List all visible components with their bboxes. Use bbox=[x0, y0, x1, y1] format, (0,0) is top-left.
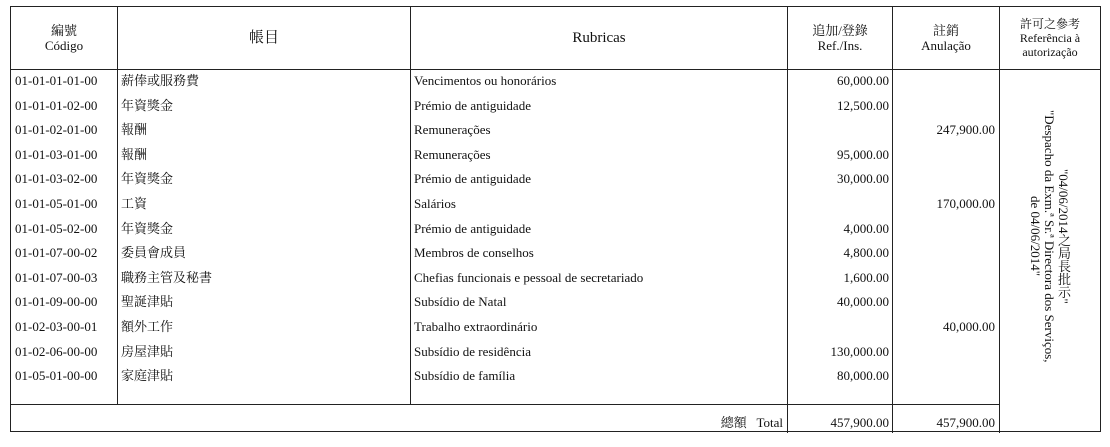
row-account-zh: 工資 bbox=[121, 196, 148, 211]
row-rubrica: Remunerações bbox=[414, 146, 491, 162]
row-rubrica: Vencimentos ou honorários bbox=[414, 73, 557, 88]
row-rubrica: Membros de conselhos bbox=[414, 245, 534, 261]
row-rubrica: Trabalho extraordinário bbox=[414, 319, 538, 334]
row-code: 01-01-01-02-00 bbox=[15, 97, 98, 113]
total-label bbox=[611, 413, 783, 432]
total-label-zh: 總額 bbox=[720, 415, 747, 430]
row-account-zh: 年資獎金 bbox=[121, 220, 174, 236]
row-anul-value: 170,000.00 bbox=[936, 196, 995, 211]
header-account bbox=[118, 7, 410, 69]
row-code: 01-01-03-01-00 bbox=[15, 146, 98, 162]
row-account-zh: 報酬 bbox=[121, 146, 148, 162]
row-rubrica: Subsídio de Natal bbox=[414, 294, 507, 310]
header-ins bbox=[788, 7, 892, 69]
header-anul-zh: 註銷 bbox=[932, 23, 959, 38]
row-account-zh: 年資獎金 bbox=[121, 171, 174, 187]
total-ins: 457,900.00 bbox=[830, 415, 889, 430]
header-account-zh: 帳目 bbox=[248, 29, 279, 46]
row-rubrica: Subsídio de residência bbox=[414, 343, 531, 359]
total-anul: 457,900.00 bbox=[936, 415, 995, 430]
row-ins-value: 30,000.00 bbox=[837, 171, 889, 187]
row-rubrica: Prémio de antiguidade bbox=[414, 220, 531, 236]
row-code: 01-01-05-01-00 bbox=[15, 196, 98, 211]
row-account-zh: 委員會成員 bbox=[121, 245, 187, 261]
row-ins-value: 4,800.00 bbox=[843, 245, 889, 261]
header-code-zh: 編號 bbox=[50, 23, 77, 38]
row-account-zh: 房屋津貼 bbox=[121, 343, 174, 359]
row-code: 01-01-05-02-00 bbox=[15, 220, 98, 236]
header-divider bbox=[11, 69, 1100, 70]
reference-text bbox=[999, 73, 1099, 399]
reference-line-3: de 04/06/2014" bbox=[1028, 195, 1043, 277]
header-rubricas-label: Rubricas bbox=[572, 29, 626, 46]
header-ref-pt2: autorização bbox=[1022, 45, 1078, 59]
row-ins-value: 40,000.00 bbox=[837, 294, 889, 310]
total-label-pt: Total bbox=[756, 415, 783, 430]
row-code: 01-01-01-01-00 bbox=[15, 73, 98, 88]
budget-table bbox=[10, 6, 1101, 432]
row-code: 01-01-07-00-02 bbox=[15, 245, 98, 261]
header-ref-pt1: Referência à bbox=[1019, 31, 1081, 45]
row-code: 01-02-03-00-01 bbox=[15, 319, 98, 334]
row-ins-value: 12,500.00 bbox=[837, 97, 889, 113]
row-code: 01-02-06-00-00 bbox=[15, 343, 98, 359]
header-code-pt: Código bbox=[44, 38, 84, 53]
row-ins-value: 80,000.00 bbox=[837, 368, 889, 384]
row-rubrica: Chefias funcionais e pessoal de secretariado bbox=[414, 269, 644, 285]
header-ins-zh: 追加/登錄 bbox=[812, 23, 868, 38]
row-account-zh: 聖誕津貼 bbox=[121, 294, 174, 310]
row-code: 01-01-07-00-03 bbox=[15, 269, 98, 285]
header-ref-zh: 許可之參考 bbox=[1019, 17, 1080, 31]
col-divider bbox=[892, 7, 893, 433]
header-anul bbox=[893, 7, 999, 69]
total-divider bbox=[11, 404, 999, 405]
row-anul-value: 247,900.00 bbox=[936, 122, 995, 138]
row-rubrica: Prémio de antiguidade bbox=[414, 97, 531, 113]
row-account-zh: 薪俸或服務費 bbox=[121, 73, 200, 88]
row-ins-value: 4,000.00 bbox=[843, 220, 889, 236]
row-code: 01-01-02-01-00 bbox=[15, 122, 98, 138]
row-rubrica: Subsídio de família bbox=[414, 368, 516, 384]
row-code: 01-01-03-02-00 bbox=[15, 171, 98, 187]
row-code: 01-01-09-00-00 bbox=[15, 294, 98, 310]
row-account-zh: 年資獎金 bbox=[121, 97, 174, 113]
header-ins-pt: Ref./Ins. bbox=[817, 38, 863, 53]
row-account-zh: 額外工作 bbox=[121, 319, 174, 334]
row-account-zh: 報酬 bbox=[121, 122, 148, 138]
header-rubricas bbox=[411, 7, 787, 69]
reference-line-2: "Despacho da Exm.ª Sr.ª Directora dos Serviços, bbox=[1042, 109, 1057, 363]
header-ref bbox=[1000, 7, 1100, 69]
row-account-zh: 家庭津貼 bbox=[121, 368, 174, 384]
reference-line-1: "04/06/2014之局長批示" bbox=[1056, 168, 1071, 304]
row-rubrica: Prémio de antiguidade bbox=[414, 171, 531, 187]
row-account-zh: 職務主管及秘書 bbox=[121, 269, 213, 285]
row-ins-value: 95,000.00 bbox=[837, 146, 889, 162]
row-ins-value: 60,000.00 bbox=[837, 73, 889, 88]
header-code bbox=[11, 7, 117, 69]
header-anul-pt: Anulação bbox=[921, 38, 971, 53]
row-ins-value: 1,600.00 bbox=[843, 269, 889, 285]
row-ins-value: 130,000.00 bbox=[830, 343, 889, 359]
row-code: 01-05-01-00-00 bbox=[15, 368, 98, 384]
row-anul-value: 40,000.00 bbox=[943, 319, 995, 334]
row-rubrica: Remunerações bbox=[414, 122, 491, 138]
row-rubrica: Salários bbox=[414, 196, 456, 211]
